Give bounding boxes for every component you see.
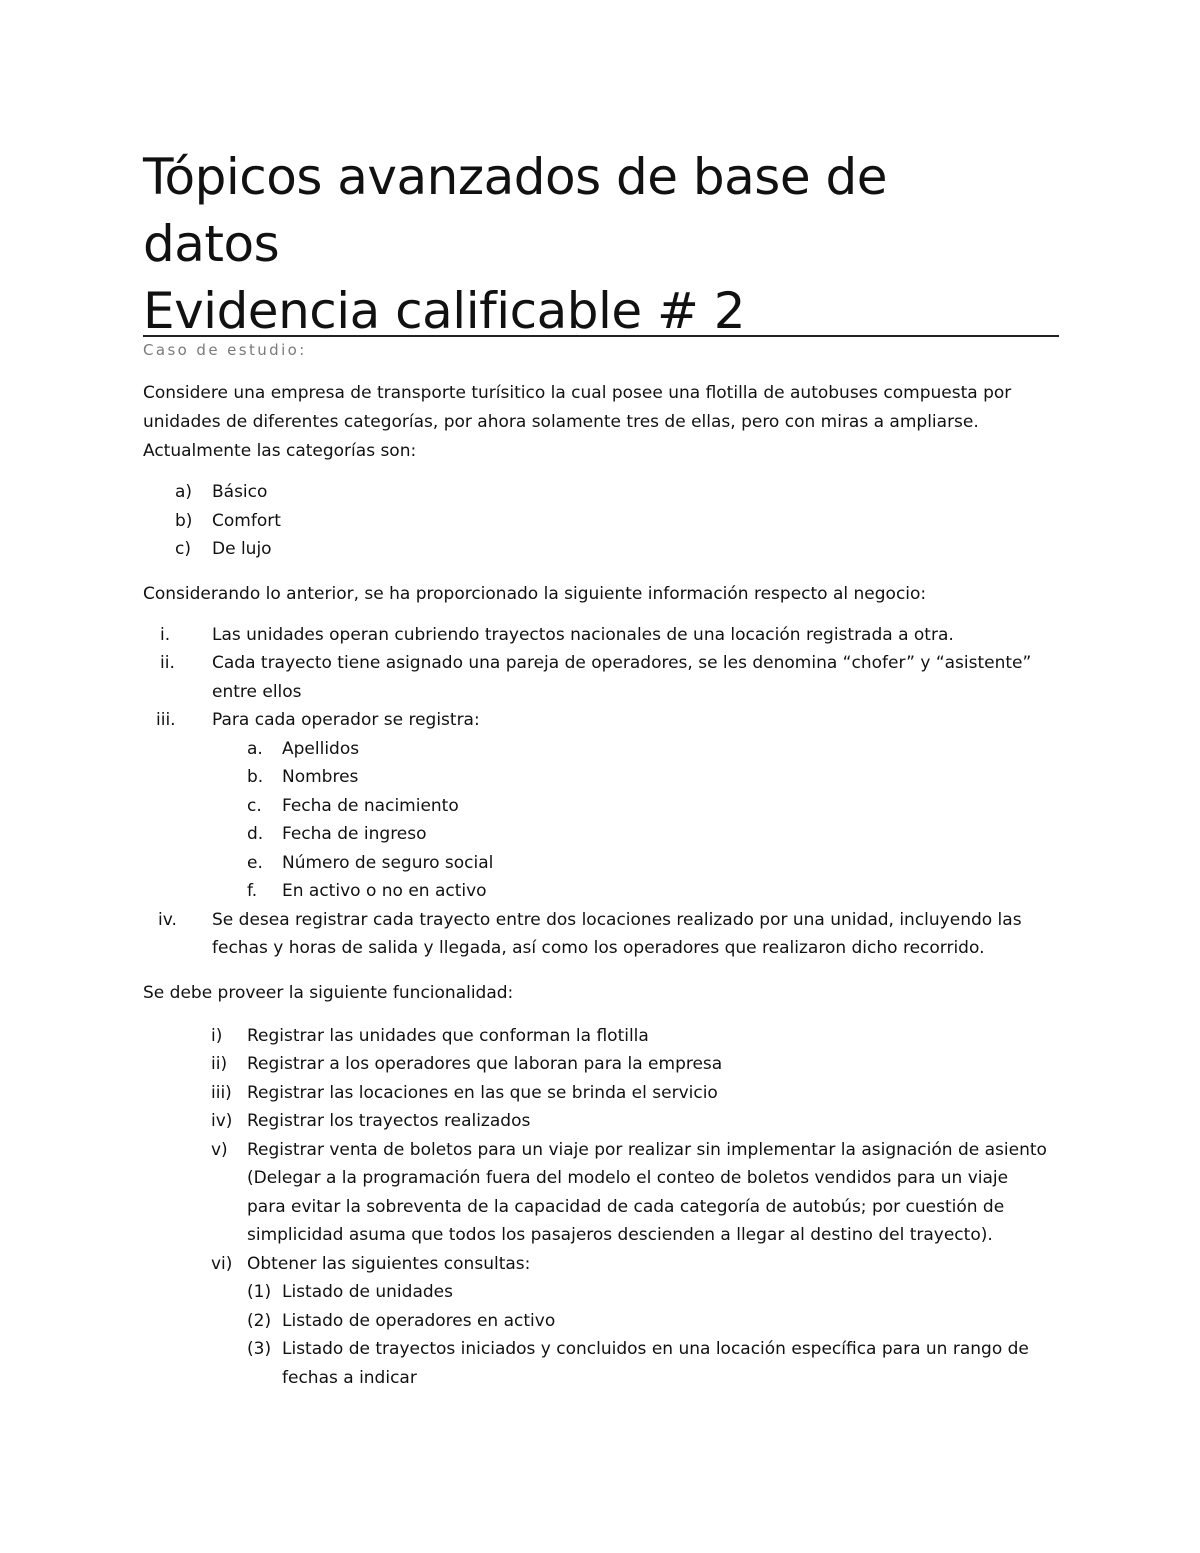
list-item-continuation [143, 1221, 1073, 1250]
intro-line: Actualmente las categorías son: [143, 441, 417, 461]
list-item-continuation [143, 1164, 1073, 1193]
list-marker: b. [247, 767, 264, 787]
list-marker: (1) [247, 1282, 272, 1302]
list-item [143, 1278, 1073, 1307]
list-item-text: fechas y horas de salida y llegada, así como los operadores que realizaron dicho recorrido. [212, 938, 985, 958]
list-item [143, 1136, 1073, 1165]
list-item-text: simplicidad asuma que todos los pasajeros descienden a llegar al destino del trayecto). [247, 1225, 993, 1245]
list-marker: a) [175, 482, 193, 502]
list-item-text: Apellidos [282, 738, 360, 759]
document-subtitle: Caso de estudio: [143, 341, 307, 359]
list-marker: (2) [247, 1310, 272, 1331]
list-item-text: fechas a indicar [282, 1367, 417, 1388]
list-marker: iii. [156, 710, 176, 730]
title-line-3: Evidencia calificable # 2 [143, 282, 746, 340]
list-item [143, 877, 1073, 906]
list-item [143, 763, 1073, 792]
intro-line: Considere una empresa de transporte turísitico la cual posee una flotilla de autobuses compuesta por [143, 383, 1012, 403]
title-divider [143, 335, 1059, 337]
list-marker: ii. [160, 653, 175, 673]
list-marker: iv. [158, 909, 177, 930]
list-item-text: Número de seguro social [282, 852, 494, 873]
list-marker: iv) [211, 1111, 233, 1131]
list-item-text: Listado de unidades [282, 1282, 453, 1302]
document-title [143, 144, 1059, 345]
list-item-text: Fecha de ingreso [282, 824, 427, 844]
list-marker: iii) [211, 1082, 232, 1103]
list-item [143, 1050, 1073, 1079]
info-list [143, 621, 1073, 963]
list-item [143, 507, 1073, 536]
list-marker: i. [160, 624, 171, 645]
list-item-text: Se desea registrar cada trayecto entre dos locaciones realizado por una unidad, incluyendo las [212, 909, 1022, 930]
list-marker: b) [175, 510, 193, 531]
list-item [143, 478, 1073, 507]
list-item [143, 735, 1073, 764]
list-marker: i) [211, 1025, 223, 1046]
list-item-continuation [143, 678, 1073, 707]
document-body [143, 379, 1073, 1392]
list-item [143, 792, 1073, 821]
category-list [143, 478, 1073, 564]
title-line-1: Tópicos avanzados de base de [143, 148, 887, 206]
list-item-text: (Delegar a la programación fuera del modelo el conteo de boletos vendidos para un viaje [247, 1168, 1009, 1188]
query-list [143, 1278, 1073, 1392]
list-item-text: Comfort [212, 510, 281, 531]
list-marker: v) [211, 1139, 228, 1160]
list-item [143, 906, 1073, 935]
list-item [143, 820, 1073, 849]
list-marker: ii) [211, 1054, 228, 1074]
list-marker: vi) [211, 1253, 233, 1274]
functionality-list [143, 1022, 1073, 1393]
list-marker: e. [247, 852, 263, 873]
list-item-text: De lujo [212, 539, 272, 559]
list-marker: c) [175, 539, 191, 559]
list-item [143, 849, 1073, 878]
list-item-text: Registrar venta de boletos para un viaje por realizar sin implementar la asignación de asiento [247, 1139, 1047, 1160]
list-marker: f. [247, 881, 258, 901]
operator-field-list [143, 735, 1073, 906]
list-marker: a. [247, 738, 263, 759]
list-item-text: Listado de operadores en activo [282, 1310, 556, 1331]
list-item-text: entre ellos [212, 681, 302, 702]
list-item-text: para evitar la sobreventa de la capacidad de cada categoría de autobús; por cuestión de [247, 1196, 1005, 1217]
list-item [143, 535, 1073, 564]
list-item [143, 1307, 1073, 1336]
intro-paragraph [143, 379, 1073, 466]
functionality-heading: Se debe proveer la siguiente funcionalidad: [143, 982, 514, 1003]
list-item-text: Las unidades operan cubriendo trayectos nacionales de una locación registrada a otra. [212, 624, 954, 645]
list-item-text: Básico [212, 482, 268, 502]
list-item-text: Registrar las unidades que conforman la flotilla [247, 1025, 649, 1046]
list-item [143, 1335, 1073, 1364]
list-item-text: En activo o no en activo [282, 881, 487, 901]
info-heading: Considerando lo anterior, se ha proporcionado la siguiente información respecto al negocio: [143, 583, 927, 604]
list-item [143, 649, 1073, 678]
list-item [143, 1107, 1073, 1136]
list-item-text: Obtener las siguientes consultas: [247, 1253, 531, 1274]
list-item [143, 621, 1073, 650]
list-item-text: Registrar las locaciones en las que se brinda el servicio [247, 1082, 718, 1103]
list-item-text: Listado de trayectos iniciados y concluidos en una locación específica para un rango de [282, 1339, 1029, 1359]
list-item [143, 1022, 1073, 1051]
intro-line: unidades de diferentes categorías, por ahora solamente tres de ellas, pero con miras a ampliarse. [143, 412, 979, 432]
list-item-text: Cada trayecto tiene asignado una pareja de operadores, se les denomina “chofer” y “asistente” [212, 653, 1032, 673]
list-item-continuation [143, 1364, 1073, 1393]
list-marker: (3) [247, 1339, 272, 1359]
title-line-2: datos [143, 215, 280, 273]
list-item-continuation [143, 1193, 1073, 1222]
list-marker: c. [247, 795, 262, 816]
list-item [143, 1250, 1073, 1279]
list-item [143, 1079, 1073, 1108]
list-item-text: Fecha de nacimiento [282, 795, 459, 816]
list-item-text: Registrar a los operadores que laboran para la empresa [247, 1054, 723, 1074]
list-item [143, 706, 1073, 735]
list-marker: d. [247, 824, 264, 844]
list-item-text: Para cada operador se registra: [212, 710, 480, 730]
list-item-continuation [143, 934, 1073, 963]
list-item-text: Registrar los trayectos realizados [247, 1111, 531, 1131]
list-item-text: Nombres [282, 767, 359, 787]
